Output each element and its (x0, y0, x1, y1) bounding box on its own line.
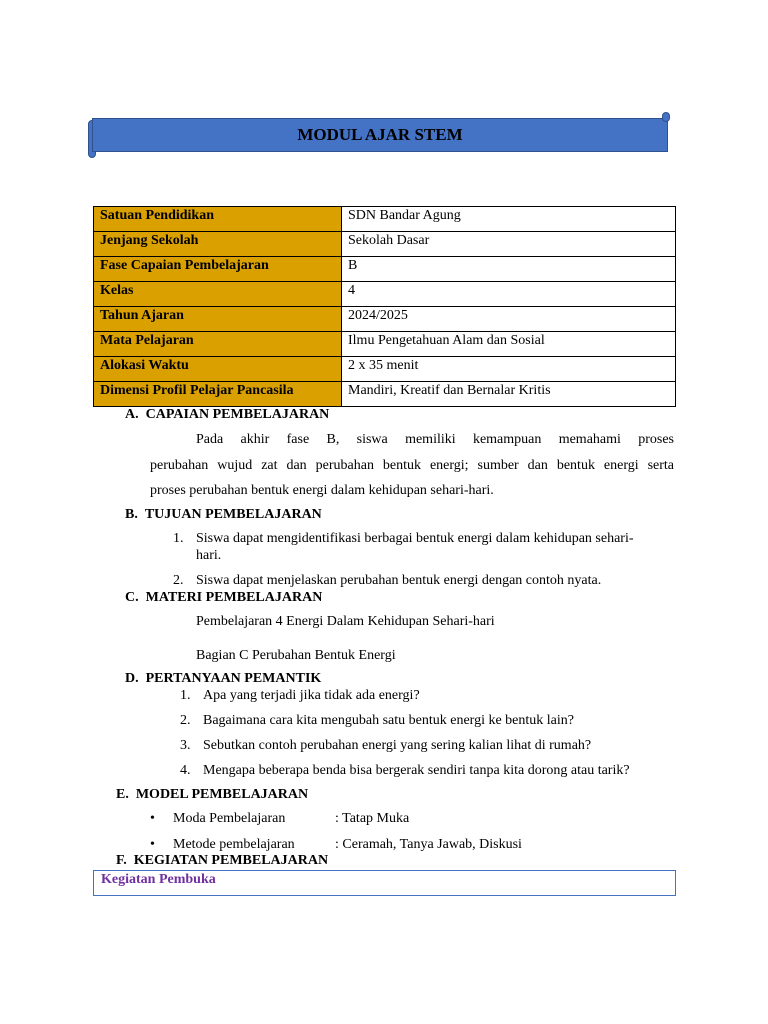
row-key: Mata Pelajaran (94, 332, 342, 357)
row-value: SDN Bandar Agung (342, 207, 676, 232)
list-number: 3. (180, 738, 191, 753)
section-c-line-2: Bagian C Perubahan Bentuk Energi (196, 648, 396, 663)
list-item-continuation: hari. (196, 548, 222, 563)
model-value: : Tatap Muka (335, 811, 410, 826)
row-key: Jenjang Sekolah (94, 232, 342, 257)
identity-table (93, 206, 676, 407)
table-row (94, 207, 676, 232)
list-number: 2. (173, 573, 184, 588)
row-value: Ilmu Pengetahuan Alam dan Sosial (342, 332, 676, 357)
section-e-heading: E. MODEL PEMBELAJARAN (116, 787, 309, 802)
row-value: 4 (342, 282, 676, 307)
section-c-line-1: Pembelajaran 4 Energi Dalam Kehidupan Sehari-hari (196, 614, 495, 629)
model-value: : Ceramah, Tanya Jawab, Diskusi (335, 837, 522, 852)
list-item: Siswa dapat mengidentifikasi berbagai bentuk energi dalam kehidupan sehari- (196, 531, 634, 546)
section-a-line-2: perubahan wujud zat dan perubahan bentuk energi; sumber dan bentuk energi serta (150, 458, 674, 473)
table-row (94, 357, 676, 382)
row-key: Fase Capaian Pembelajaran (94, 257, 342, 282)
activity-box-label: Kegiatan Pembuka (101, 872, 216, 887)
model-label: Metode pembelajaran (173, 837, 295, 852)
list-number: 2. (180, 713, 191, 728)
row-value: Mandiri, Kreatif dan Bernalar Kritis (342, 382, 676, 407)
bullet-icon: • (150, 811, 155, 826)
section-b-heading: B. TUJUAN PEMBELAJARAN (125, 507, 322, 522)
row-value: 2 x 35 menit (342, 357, 676, 382)
row-key: Tahun Ajaran (94, 307, 342, 332)
row-key: Alokasi Waktu (94, 357, 342, 382)
list-item: Siswa dapat menjelaskan perubahan bentuk energi dengan contoh nyata. (196, 573, 602, 588)
table-row (94, 382, 676, 407)
list-number: 1. (180, 688, 191, 703)
table-row (94, 332, 676, 357)
row-value: 2024/2025 (342, 307, 676, 332)
table-row (94, 307, 676, 332)
list-item: Mengapa beberapa benda bisa bergerak sendiri tanpa kita dorong atau tarik? (203, 763, 630, 778)
list-item: Bagaimana cara kita mengubah satu bentuk energi ke bentuk lain? (203, 713, 574, 728)
row-key: Kelas (94, 282, 342, 307)
list-item: Apa yang terjadi jika tidak ada energi? (203, 688, 420, 703)
page-title: MODUL AJAR STEM (297, 125, 463, 144)
bullet-icon: • (150, 837, 155, 852)
list-number: 4. (180, 763, 191, 778)
row-value: Sekolah Dasar (342, 232, 676, 257)
list-item: Sebutkan contoh perubahan energi yang sering kalian lihat di rumah? (203, 738, 592, 753)
model-label: Moda Pembelajaran (173, 811, 286, 826)
list-number: 1. (173, 531, 184, 546)
row-key: Dimensi Profil Pelajar Pancasila (94, 382, 342, 407)
section-a-line-3: proses perubahan bentuk energi dalam kehidupan sehari-hari. (150, 483, 494, 498)
row-value: B (342, 257, 676, 282)
table-row (94, 257, 676, 282)
section-c-heading: C. MATERI PEMBELAJARAN (125, 590, 323, 605)
table-row (94, 232, 676, 257)
table-row (94, 282, 676, 307)
row-key: Satuan Pendidikan (94, 207, 342, 232)
section-f-heading: F. KEGIATAN PEMBELAJARAN (116, 853, 329, 868)
section-d-heading: D. PERTANYAAN PEMANTIK (125, 671, 322, 686)
section-a-heading: A. CAPAIAN PEMBELAJARAN (125, 407, 330, 422)
section-a-line-1: Pada akhir fase B, siswa memiliki kemampuan memahami proses (196, 432, 674, 447)
